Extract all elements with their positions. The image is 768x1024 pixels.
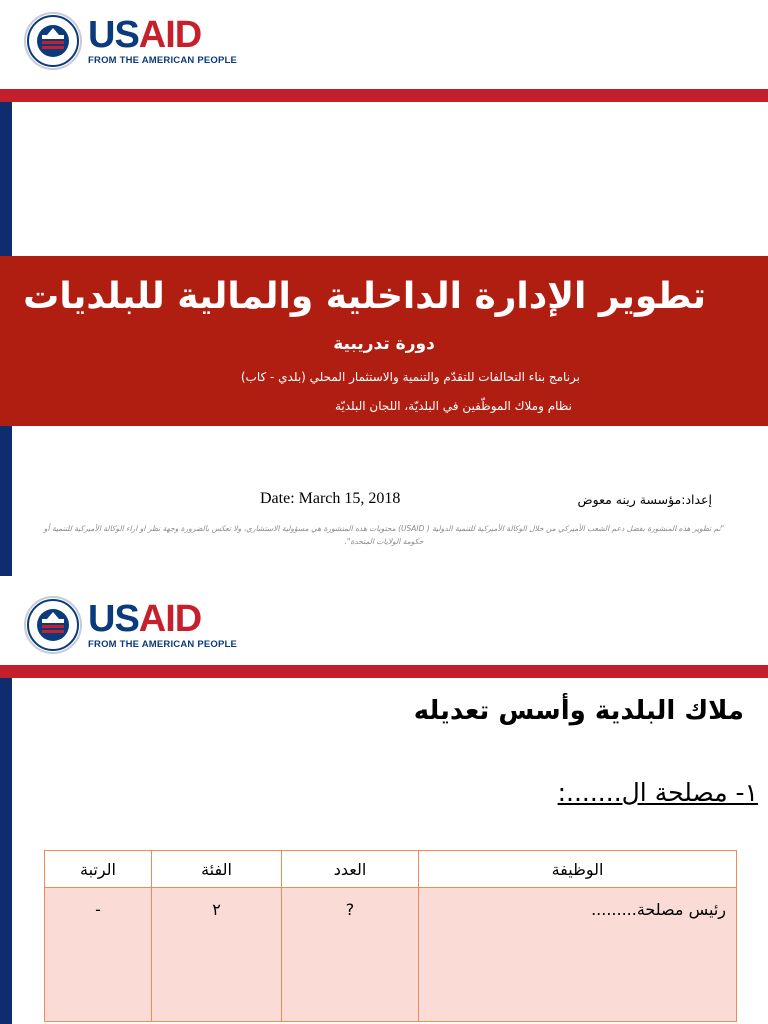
date-text: Date: March 15, 2018 <box>260 490 401 507</box>
header-count: العدد <box>282 851 419 888</box>
header-category: الفئة <box>152 851 282 888</box>
usaid-wordmark: USAID <box>88 14 202 56</box>
cell-count: ? <box>282 888 419 1022</box>
cell-job: رئيس مصلحة......... <box>419 888 737 1022</box>
cell-rank: - <box>45 888 152 1022</box>
slide-subtitle: دورة تدريبية <box>333 334 435 354</box>
table-row <box>45 888 737 1022</box>
cell-category: ٢ <box>152 888 282 1022</box>
usaid-seal-icon <box>24 596 82 654</box>
topic-line: نظام وملاك الموظّفين في البلديّة، اللجان البلديّة <box>334 399 572 413</box>
header-rule <box>0 665 768 678</box>
program-line: برنامج بناء التحالفات للتقدّم والتنمية والاستثمار المحلي (بلدي - كاب) <box>240 370 580 384</box>
usaid-logo <box>24 596 237 654</box>
slide-heading: ملاك البلدية وأسس تعديله <box>413 696 744 726</box>
prepared-by: إعداد:مؤسسة رينه معوض <box>577 492 712 507</box>
usaid-tagline: FROM THE AMERICAN PEOPLE <box>88 639 238 650</box>
usaid-tagline: FROM THE AMERICAN PEOPLE <box>88 55 238 66</box>
slide-gap <box>0 576 768 586</box>
disclaimer-text: "تم تطوير هذه المنشورة بفضل دعم الشعب الأميركي من خلال الوكالة الأميركية للتنمية الدولية ( USAID) محتويات هذه المنشورة هي مسؤولية الاستشاري، ولا تعكس بالضرورة وجهة نظر او اراء الوكالة الأميركية للتنمية أو حكومة الولايات المتحدة". <box>43 524 725 546</box>
usaid-logo <box>24 12 237 70</box>
term-label: ١- مصلحة ال.......: <box>557 778 758 807</box>
left-accent-bar <box>0 678 12 1024</box>
title-banner <box>0 256 768 426</box>
slide-staffing <box>0 586 768 1024</box>
usaid-seal-icon <box>24 12 82 70</box>
staffing-table <box>44 850 737 1022</box>
header-job: الوظيفة <box>419 851 737 888</box>
table-header-row <box>45 851 737 888</box>
usaid-wordmark: USAID <box>88 598 202 640</box>
slide-title-text: تطوير الإدارة الداخلية والمالية للبلديات <box>23 276 706 317</box>
header-rank: الرتبة <box>45 851 152 888</box>
header-rule <box>0 89 768 102</box>
